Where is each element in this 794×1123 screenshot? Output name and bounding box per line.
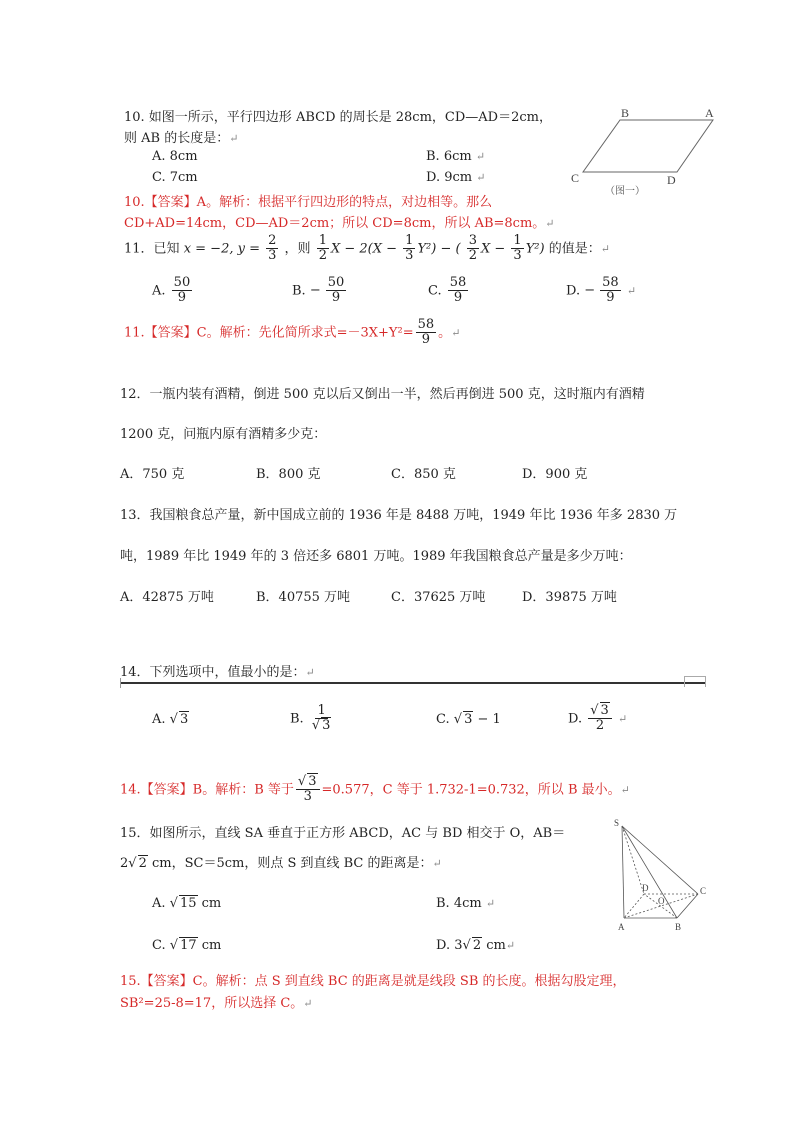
fraction: $\frac{58}{9}$ bbox=[417, 317, 435, 348]
para-mark: ↵ bbox=[475, 150, 486, 163]
q12-line1: 12．一瓶内装有酒精，倒进 500 克以后又倒出一半，然后再倒进 500 克，这时瓶内有酒精 bbox=[120, 387, 645, 402]
q11-option-c: C. $\frac{58}{9}$ bbox=[428, 275, 467, 306]
q14-answer: 14.【答案】B。解析：B 等于 $\frac{√ 3}{3}$ =0.577，C 等于 1.732-1=0.732，所以 B 最小。↵ bbox=[120, 774, 630, 805]
q11-stem: 11．已知 x = −2, y = $\frac{2}{3}$ ，则 $\frac{1}{2}$ X − 2(X − $\frac{1}{3}$ Y²) − ( $\frac{3}{2}$ X − $\frac{1}{3}$ Y²) 的值是：↵ bbox=[124, 233, 610, 264]
para-mark: ↵ bbox=[600, 242, 610, 256]
sqrt: √ 3 bbox=[453, 712, 473, 727]
para-mark: ↵ bbox=[432, 857, 442, 870]
q15-answer-line1: 15.【答案】C。解析：点 S 到直线 BC 的距离是就是线段 SB 的长度。根据勾股定理， bbox=[120, 974, 626, 989]
fig1-label-c: C bbox=[571, 171, 580, 185]
q10-option-c: C. 7cm bbox=[152, 170, 198, 185]
fraction: $\frac{√ 3}{2}$ bbox=[588, 704, 612, 734]
sqrt: √ 2 bbox=[128, 856, 147, 871]
para-mark: ↵ bbox=[451, 326, 461, 340]
edge-da bbox=[624, 894, 644, 918]
para-mark: ↵ bbox=[617, 712, 628, 726]
q14-option-d: D. $\frac{√ 3}{2}$ ↵ bbox=[568, 703, 628, 734]
q14-stem: 14．下列选项中，值最小的是：↵ bbox=[120, 665, 315, 680]
q10-stem-line2: 则 AB 的长度是：↵ bbox=[124, 131, 239, 146]
q10-answer-line2: CD+AD=14cm，CD—AD＝2cm；所以 CD=8cm，所以 AB=8cm。↵ bbox=[124, 216, 555, 231]
q12-option-a: A．750 克 bbox=[120, 467, 185, 482]
fraction: $\frac{50}{9}$ bbox=[173, 275, 191, 306]
fraction: $\frac{1}{2}$ bbox=[318, 233, 327, 264]
para-mark: ↵ bbox=[305, 666, 315, 679]
page-divider bbox=[120, 682, 705, 684]
q10-option-a: A. 8cm bbox=[152, 149, 198, 164]
para-mark: ↵ bbox=[229, 132, 239, 145]
para-mark: ↵ bbox=[620, 783, 630, 797]
page-divider-tick bbox=[120, 678, 121, 688]
fraction: $\frac{3}{2}$ bbox=[468, 233, 477, 264]
para-mark: ↵ bbox=[303, 997, 313, 1010]
q14-option-c: C. √ 3 − 1 bbox=[436, 712, 501, 727]
parallelogram-figure bbox=[565, 102, 725, 197]
fraction: $\frac{58}{9}$ bbox=[449, 275, 467, 306]
sqrt: √ 15 bbox=[169, 896, 197, 911]
fig1-caption: （图一） bbox=[605, 186, 645, 197]
q11-option-b: B. − $\frac{50}{9}$ bbox=[292, 275, 345, 306]
q13-option-a: A．42875 万吨 bbox=[120, 590, 214, 605]
fraction: $\frac{1}{3}$ bbox=[513, 233, 522, 264]
q15-option-b: B. 4cm ↵ bbox=[436, 896, 496, 911]
q12-option-c: C．850 克 bbox=[391, 467, 456, 482]
q15-line2: 2√ 2 cm，SC＝5cm，则点 S 到直线 BC 的距离是：↵ bbox=[120, 856, 442, 871]
fig1-label-d: D bbox=[667, 173, 676, 187]
fraction: $\frac{1}{3}$ bbox=[405, 233, 414, 264]
q13-option-b: B．40755 万吨 bbox=[256, 590, 351, 605]
parallelogram-shape bbox=[583, 120, 713, 172]
q12-option-b: B．800 克 bbox=[256, 467, 321, 482]
fig2-label-s: S bbox=[614, 818, 620, 828]
para-mark: ↵ bbox=[626, 284, 637, 298]
fraction: $\frac{58}{9}$ bbox=[602, 275, 619, 306]
fig2-label-o: O bbox=[658, 896, 665, 906]
q10-option-b: B. 6cm ↵ bbox=[426, 149, 486, 164]
q13-option-d: D．39875 万吨 bbox=[522, 590, 617, 605]
page-divider-handle bbox=[684, 676, 706, 687]
fraction: $\frac{√ 3}{3}$ bbox=[296, 775, 320, 805]
fraction: $\frac{1}{√ 3}$ bbox=[311, 703, 331, 734]
q11-option-a: A. $\frac{50}{9}$ bbox=[152, 275, 191, 306]
q10-answer-line1: 10.【答案】A。解析：根据平行四边形的特点，对边相等。那么 bbox=[124, 195, 493, 210]
fig1-label-a: A bbox=[705, 106, 714, 120]
edge-bc bbox=[677, 894, 698, 918]
sqrt: √ 3 bbox=[169, 712, 189, 727]
sqrt: √ 2 bbox=[462, 938, 482, 953]
sqrt: √ 17 bbox=[169, 938, 197, 953]
fig2-label-c: C bbox=[700, 886, 707, 896]
edge-sb bbox=[622, 826, 677, 918]
q11-answer: 11.【答案】C。解析：先化简所求式=－3X+Y²= $\frac{58}{9}$ 。↵ bbox=[124, 317, 461, 348]
q15-option-d: D. 3√ 2 cm↵ bbox=[436, 938, 516, 953]
q15-option-c: C. √ 17 cm bbox=[152, 938, 222, 953]
para-mark: ↵ bbox=[476, 171, 486, 184]
fraction: $\frac{50}{9}$ bbox=[327, 275, 345, 306]
para-mark: ↵ bbox=[485, 897, 496, 910]
edge-sa bbox=[622, 826, 624, 918]
q10-option-d: D. 9cm ↵ bbox=[426, 170, 486, 185]
q14-option-b: B. $\frac{1}{√ 3}$ bbox=[290, 704, 335, 734]
edge-sc bbox=[622, 826, 698, 894]
q13-option-c: C．37625 万吨 bbox=[391, 590, 486, 605]
fig2-label-a: A bbox=[618, 922, 625, 932]
q13-line2: 吨，1989 年比 1949 年的 3 倍还多 6801 万吨。1989 年我国粮食总产量是多少万吨： bbox=[120, 549, 632, 564]
fig2-label-b: B bbox=[675, 922, 682, 932]
q10-stem-line1: 10. 如图一所示，平行四边形 ABCD 的周长是 28cm，CD—AD＝2cm， bbox=[124, 110, 552, 125]
q15-answer-line2: SB²=25-8=17，所以选择 C。↵ bbox=[120, 996, 313, 1011]
pyramid-figure bbox=[612, 814, 717, 934]
para-mark: ↵ bbox=[545, 217, 555, 230]
fig2-label-d: D bbox=[642, 883, 649, 893]
q15-line1: 15．如图所示，直线 SA 垂直于正方形 ABCD，AC 与 BD 相交于 O，AB＝ bbox=[120, 826, 566, 841]
fig1-label-b: B bbox=[621, 106, 630, 120]
fraction: $\frac{2}{3}$ bbox=[268, 233, 277, 264]
q14-option-a: A. √ 3 bbox=[152, 712, 189, 727]
q12-option-d: D．900 克 bbox=[522, 467, 588, 482]
q13-line1: 13．我国粮食总产量，新中国成立前的 1936 年是 8488 万吨，1949 年比 1936 年多 2830 万 bbox=[120, 508, 678, 523]
q11-option-d: D. − $\frac{58}{9}$ ↵ bbox=[566, 275, 637, 306]
para-mark: ↵ bbox=[505, 939, 516, 952]
q15-option-a: A. √ 15 cm bbox=[152, 896, 222, 911]
q12-line2: 1200 克，问瓶内原有酒精多少克： bbox=[120, 427, 327, 442]
